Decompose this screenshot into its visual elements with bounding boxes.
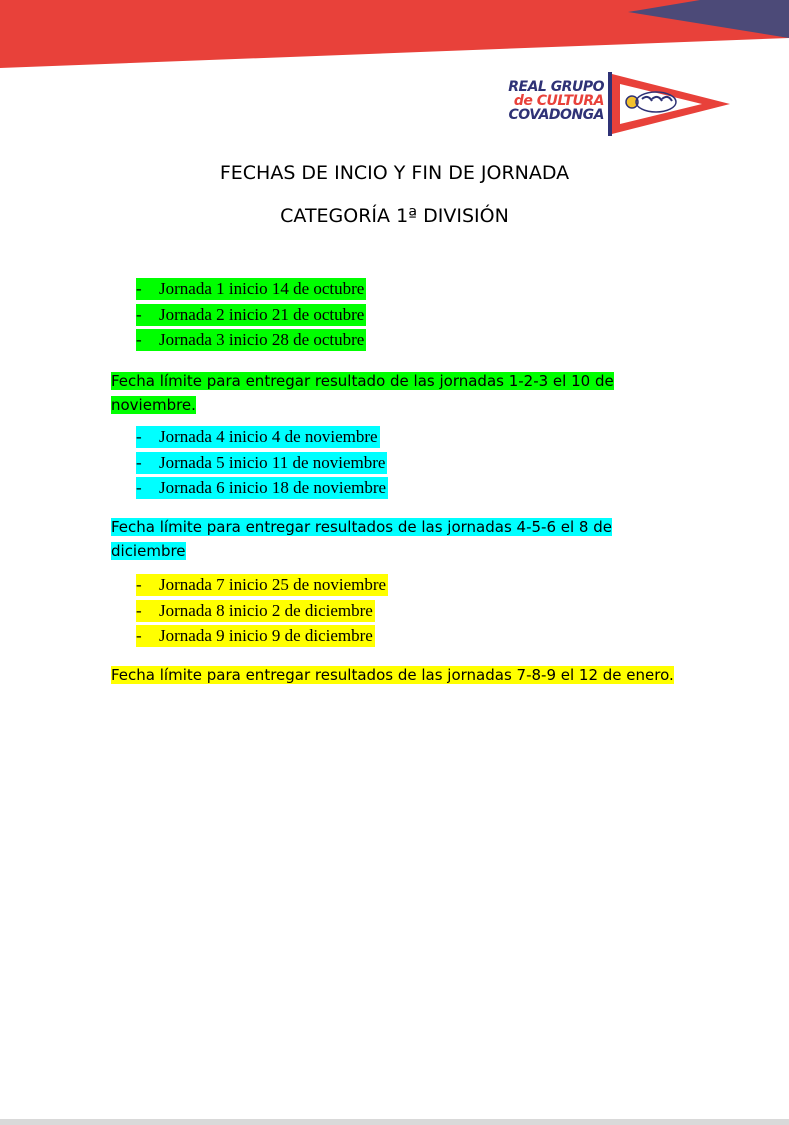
list-item: - Jornada 5 inicio 11 de noviembre	[136, 452, 386, 472]
page-bottom-edge	[0, 1119, 789, 1125]
logo-line-3: COVADONGA	[508, 107, 604, 123]
logo-line-2: de CULTURA	[513, 93, 604, 109]
list-item: - Jornada 4 inicio 4 de noviembre	[136, 427, 378, 446]
deadline-text: Fecha límite para entregar resultado de las jornadas 1-2-3 el 10 de noviembre.	[111, 372, 614, 414]
header-band	[0, 0, 789, 80]
deadline-text: Fecha límite para entregar resultados de las jornadas 4-5-6 el 8 de diciembre	[111, 518, 612, 560]
list-item: - Jornada 1 inicio 14 de octubre	[136, 279, 365, 298]
list-item: - Jornada 3 inicio 28 de octubre	[136, 330, 365, 349]
logo-text	[508, 80, 604, 122]
jornada-text: Jornada 3 inicio 28 de octubre	[159, 330, 365, 349]
deadline-note-3	[111, 663, 711, 687]
list-item: - Jornada 7 inicio 25 de noviembre	[136, 575, 387, 594]
list-item: - Jornada 6 inicio 18 de noviembre	[136, 478, 387, 497]
list-item: - Jornada 2 inicio 21 de octubre	[136, 304, 365, 324]
page-title: FECHAS DE INCIO Y FIN DE JORNADA	[219, 162, 570, 184]
deadline-text: Fecha límite para entregar resultados de las jornadas 7-8-9 el 12 de enero.	[111, 666, 674, 684]
deadline-note-2	[111, 515, 631, 563]
jornada-text: Jornada 6 inicio 18 de noviembre	[159, 478, 387, 497]
list-item: - Jornada 9 inicio 9 de diciembre	[136, 626, 373, 645]
jornada-text: Jornada 4 inicio 4 de noviembre	[159, 427, 378, 446]
deadline-note-1	[111, 369, 631, 417]
jornada-text: Jornada 5 inicio 11 de noviembre	[159, 452, 386, 472]
jornada-text: Jornada 1 inicio 14 de octubre	[159, 279, 365, 298]
jornada-list-3	[136, 574, 388, 651]
jornada-list-1	[136, 278, 366, 355]
jornada-text: Jornada 8 inicio 2 de diciembre	[159, 600, 373, 620]
page-subtitle: CATEGORÍA 1ª DIVISIÓN	[280, 205, 509, 227]
jornada-text: Jornada 9 inicio 9 de diciembre	[159, 626, 373, 645]
logo-line-1: REAL GRUPO	[508, 79, 604, 95]
list-item: - Jornada 8 inicio 2 de diciembre	[136, 600, 373, 620]
jornada-text: Jornada 7 inicio 25 de noviembre	[159, 575, 387, 594]
jornada-text: Jornada 2 inicio 21 de octubre	[159, 304, 365, 324]
pennant-flag-icon	[606, 72, 736, 136]
jornada-list-2	[136, 426, 388, 503]
club-logo	[508, 72, 738, 136]
